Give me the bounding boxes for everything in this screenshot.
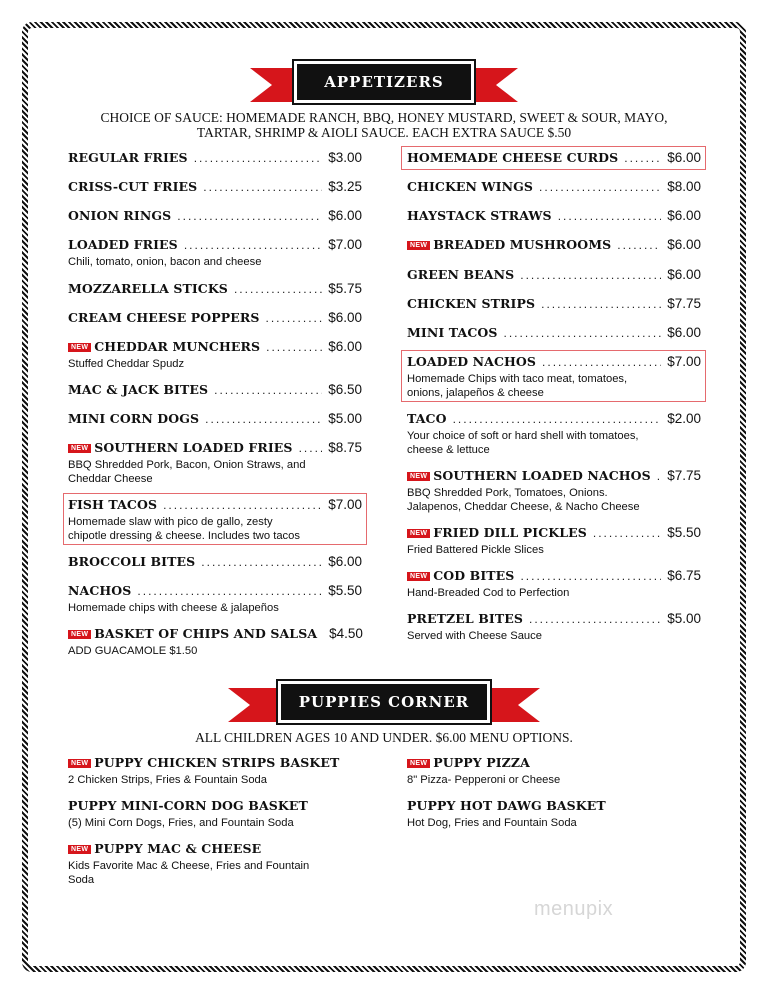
menu-item-description: Cheddar Cheese bbox=[68, 473, 153, 485]
leader-dots bbox=[205, 412, 322, 426]
leader-dots bbox=[177, 209, 322, 223]
menu-item bbox=[68, 339, 362, 371]
menu-item-description: Served with Cheese Sauce bbox=[407, 630, 542, 642]
menu-item bbox=[68, 841, 368, 887]
menu-item-description: Soda bbox=[68, 874, 95, 886]
menu-item-price: $4.50 bbox=[329, 626, 363, 641]
menu-item-row bbox=[407, 468, 701, 483]
menu-item-price: $7.00 bbox=[667, 354, 701, 369]
menu-item-description-block bbox=[407, 486, 701, 514]
menu-item-row bbox=[407, 568, 701, 583]
menu-item-description: onions, jalapeños & cheese bbox=[407, 387, 544, 399]
menu-item-row bbox=[407, 296, 701, 311]
menu-item-price: $5.50 bbox=[667, 525, 701, 540]
menu-item-description-block bbox=[68, 773, 368, 787]
leader-dots bbox=[529, 612, 661, 626]
leader-dots bbox=[520, 569, 661, 583]
puppies-banner bbox=[0, 678, 768, 738]
menu-item bbox=[68, 798, 368, 830]
menu-item-row bbox=[68, 310, 362, 325]
menu-item-name: FRIED DILL PICKLES bbox=[433, 525, 587, 540]
menu-item-name: CHEDDAR MUNCHERS bbox=[94, 339, 261, 354]
menu-item bbox=[407, 525, 701, 557]
menu-item-price: $7.75 bbox=[667, 468, 701, 483]
menu-item bbox=[407, 611, 701, 643]
menu-item-price: $7.00 bbox=[328, 497, 362, 512]
menu-item-description: Chili, tomato, onion, bacon and cheese bbox=[68, 256, 262, 268]
menu-item-price: $8.75 bbox=[328, 440, 362, 455]
menu-item-row bbox=[68, 841, 368, 856]
menu-item-name: REGULAR FRIES bbox=[68, 150, 188, 165]
menu-item-description-block bbox=[407, 372, 701, 400]
menu-item bbox=[68, 281, 362, 296]
menu-item bbox=[407, 755, 707, 787]
menu-item bbox=[68, 755, 368, 787]
menu-item-description: Kids Favorite Mac & Cheese, Fries and Fountain bbox=[68, 860, 310, 872]
menu-item-description: 2 Chicken Strips, Fries & Fountain Soda bbox=[68, 774, 267, 786]
menu-item-price: $6.00 bbox=[328, 339, 362, 354]
menu-item-name: BREADED MUSHROOMS bbox=[433, 237, 612, 252]
leader-dots bbox=[194, 151, 323, 165]
menu-item-price: $6.00 bbox=[667, 208, 701, 223]
menu-item-name: SOUTHERN LOADED NACHOS bbox=[433, 468, 651, 483]
menu-item bbox=[407, 237, 701, 252]
menu-item-row bbox=[68, 179, 362, 194]
menu-item bbox=[407, 354, 701, 400]
menu-item-price: $5.50 bbox=[328, 583, 362, 598]
menupix-watermark: menupix bbox=[534, 898, 614, 920]
menu-item-description-block bbox=[68, 255, 362, 269]
menu-item-price: $3.00 bbox=[328, 150, 362, 165]
menu-item bbox=[407, 411, 701, 457]
menu-item-row bbox=[68, 281, 362, 296]
menu-item bbox=[407, 568, 701, 600]
menu-item-price: $6.50 bbox=[328, 382, 362, 397]
menu-item-price: $6.00 bbox=[667, 150, 701, 165]
menu-item-price: $5.75 bbox=[328, 281, 362, 296]
new-badge: NEW bbox=[407, 572, 430, 581]
menu-item-row bbox=[407, 798, 707, 813]
menu-item-name: GREEN BEANS bbox=[407, 267, 515, 282]
new-badge: NEW bbox=[407, 529, 430, 538]
menu-item bbox=[68, 382, 362, 397]
menu-item-name: CHICKEN STRIPS bbox=[407, 296, 536, 311]
menu-item-price: $6.00 bbox=[328, 208, 362, 223]
menu-item-name: PUPPY HOT DAWG BASKET bbox=[407, 798, 606, 813]
menu-item-description: cheese & lettuce bbox=[407, 444, 490, 456]
menu-item-name: NACHOS bbox=[68, 583, 132, 598]
menu-item-description-block bbox=[407, 773, 707, 787]
menu-item-name: PUPPY CHICKEN STRIPS BASKET bbox=[94, 755, 340, 770]
menu-item-name: LOADED NACHOS bbox=[407, 354, 537, 369]
menu-item bbox=[407, 798, 707, 830]
menu-item-row bbox=[68, 339, 362, 354]
leader-dots bbox=[203, 180, 322, 194]
menu-item-name: CHICKEN WINGS bbox=[407, 179, 534, 194]
menu-item bbox=[407, 296, 701, 311]
menu-item-description: Jalapenos, Cheddar Cheese, & Nacho Cheese bbox=[407, 501, 640, 513]
menu-item-price: $5.00 bbox=[328, 411, 362, 426]
menu-item-row bbox=[68, 554, 362, 569]
menu-item-row bbox=[68, 411, 362, 426]
menu-item bbox=[68, 179, 362, 194]
menu-item-name: LOADED FRIES bbox=[68, 237, 178, 252]
leader-dots bbox=[266, 340, 322, 354]
menu-item-name: COD BITES bbox=[433, 568, 515, 583]
menu-item-price: $6.00 bbox=[667, 325, 701, 340]
menu-item bbox=[68, 554, 362, 569]
menu-item-description: (5) Mini Corn Dogs, Fries, and Fountain Soda bbox=[68, 817, 294, 829]
menu-item bbox=[407, 267, 701, 282]
menu-item-price: $6.75 bbox=[667, 568, 701, 583]
menu-item-price: $7.75 bbox=[667, 296, 701, 311]
leader-dots bbox=[137, 584, 322, 598]
menu-item-description-block bbox=[407, 543, 701, 557]
menu-item-row bbox=[68, 626, 362, 641]
leader-dots bbox=[541, 297, 661, 311]
menu-item-row bbox=[68, 237, 362, 252]
leader-dots bbox=[163, 498, 322, 512]
menu-item-price: $7.00 bbox=[328, 237, 362, 252]
menu-item-description-block bbox=[68, 644, 362, 658]
menu-item bbox=[68, 310, 362, 325]
menu-item-price: $2.00 bbox=[667, 411, 701, 426]
menu-item bbox=[68, 150, 362, 165]
menu-item-name: MINI CORN DOGS bbox=[68, 411, 200, 426]
menu-item-description-block bbox=[407, 429, 701, 457]
leader-dots bbox=[542, 355, 661, 369]
menu-item-name: BASKET OF CHIPS AND SALSA bbox=[94, 626, 318, 641]
new-badge: NEW bbox=[407, 472, 430, 481]
menu-item-row bbox=[407, 611, 701, 626]
menu-item bbox=[68, 497, 362, 543]
menu-item-price: $3.25 bbox=[328, 179, 362, 194]
sauce-note-line1: CHOICE OF SAUCE: HOMEMADE RANCH, BBQ, HONEY MUSTARD, SWEET & SOUR, MAYO, bbox=[100, 110, 668, 125]
leader-dots bbox=[504, 326, 662, 340]
new-badge: NEW bbox=[68, 845, 91, 854]
menu-item bbox=[68, 626, 362, 658]
menu-item-row bbox=[407, 179, 701, 194]
menu-item bbox=[407, 325, 701, 340]
menu-item-name: CRISS-CUT FRIES bbox=[68, 179, 198, 194]
menu-item-price: $6.00 bbox=[667, 237, 701, 252]
menu-item-row bbox=[407, 267, 701, 282]
menu-item-description: BBQ Shredded Pork, Tomatoes, Onions. bbox=[407, 487, 608, 499]
menu-item-name: CREAM CHEESE POPPERS bbox=[68, 310, 260, 325]
menu-item-description: Homemade slaw with pico de gallo, zesty bbox=[68, 516, 273, 528]
menu-item-description-block bbox=[68, 357, 362, 371]
leader-dots bbox=[617, 238, 661, 252]
new-badge: NEW bbox=[68, 759, 91, 768]
menu-item-name: MAC & JACK BITES bbox=[68, 382, 209, 397]
menu-item-name: FISH TACOS bbox=[68, 497, 158, 512]
menu-item-description: Homemade Chips with taco meat, tomatoes, bbox=[407, 373, 628, 385]
appetizers-banner bbox=[0, 58, 768, 118]
puppies-note: ALL CHILDREN AGES 10 AND UNDER. $6.00 MENU OPTIONS. bbox=[195, 730, 573, 745]
leader-dots bbox=[299, 441, 323, 455]
menu-item-price: $6.00 bbox=[328, 310, 362, 325]
menu-item-description: Fried Battered Pickle Slices bbox=[407, 544, 544, 556]
leader-dots bbox=[234, 282, 322, 296]
menu-item-row bbox=[68, 798, 368, 813]
menu-item bbox=[407, 150, 701, 165]
menu-item-name: PRETZEL BITES bbox=[407, 611, 523, 626]
puppies-title: PUPPIES CORNER bbox=[278, 681, 490, 723]
leader-dots bbox=[201, 555, 322, 569]
leader-dots bbox=[214, 383, 322, 397]
menu-item-description-block bbox=[68, 601, 362, 615]
menu-item-row bbox=[407, 325, 701, 340]
menu-item bbox=[407, 179, 701, 194]
menu-item-row bbox=[68, 208, 362, 223]
menu-item-description-block bbox=[68, 859, 368, 887]
menu-item-row bbox=[68, 382, 362, 397]
leader-dots bbox=[593, 526, 661, 540]
menu-item-name: ONION RINGS bbox=[68, 208, 172, 223]
menu-item-description: Homemade chips with cheese & jalapeños bbox=[68, 602, 279, 614]
menu-item-description-block bbox=[407, 586, 701, 600]
menu-item-name: TACO bbox=[407, 411, 447, 426]
menu-item-row bbox=[407, 150, 701, 165]
leader-dots bbox=[657, 469, 661, 483]
menu-item-row bbox=[68, 150, 362, 165]
menu-item-description: ADD GUACAMOLE $1.50 bbox=[68, 645, 198, 657]
menu-item-row bbox=[407, 208, 701, 223]
menu-item-row bbox=[407, 755, 707, 770]
menu-item-name: PUPPY PIZZA bbox=[433, 755, 530, 770]
new-badge: NEW bbox=[407, 241, 430, 250]
menu-item-price: $6.00 bbox=[667, 267, 701, 282]
leader-dots bbox=[539, 180, 661, 194]
menu-item-price: $6.00 bbox=[328, 554, 362, 569]
menu-item bbox=[68, 208, 362, 223]
menu-item bbox=[68, 440, 362, 486]
menu-item-description-block bbox=[407, 629, 701, 643]
appetizers-title: APPETIZERS bbox=[294, 61, 474, 103]
sauce-note-line2: TARTAR, SHRIMP & AIOLI SAUCE. EACH EXTRA SAUCE $.50 bbox=[196, 125, 572, 140]
menu-item-name: PUPPY MAC & CHEESE bbox=[94, 841, 262, 856]
leader-dots bbox=[184, 238, 322, 252]
menu-item-description: Hand-Breaded Cod to Perfection bbox=[407, 587, 570, 599]
menu-item-description: chipotle dressing & cheese. Includes two tacos bbox=[68, 530, 300, 542]
menu-item-description: Hot Dog, Fries and Fountain Soda bbox=[407, 817, 577, 829]
menu-item-name: HAYSTACK STRAWS bbox=[407, 208, 552, 223]
menu-item-row bbox=[407, 411, 701, 426]
menu-item bbox=[68, 411, 362, 426]
menu-item-description: 8" Pizza- Pepperoni or Cheese bbox=[407, 774, 561, 786]
menu-item-row bbox=[68, 583, 362, 598]
menu-item-description: Your choice of soft or hard shell with tomatoes, bbox=[407, 430, 639, 442]
menu-item-name: MINI TACOS bbox=[407, 325, 498, 340]
menu-item-price: $8.00 bbox=[667, 179, 701, 194]
menu-item-name: BROCCOLI BITES bbox=[68, 554, 196, 569]
new-badge: NEW bbox=[68, 343, 91, 352]
menu-item-description-block bbox=[68, 515, 362, 543]
menu-item-name: SOUTHERN LOADED FRIES bbox=[94, 440, 293, 455]
menu-item-row bbox=[407, 354, 701, 369]
leader-dots bbox=[453, 412, 662, 426]
leader-dots bbox=[624, 151, 661, 165]
menu-item-row bbox=[68, 440, 362, 455]
menu-item-description: Stuffed Cheddar Spudz bbox=[68, 358, 185, 370]
menu-item-row bbox=[68, 497, 362, 512]
menu-item bbox=[68, 237, 362, 269]
leader-dots bbox=[558, 209, 662, 223]
menu-item-description-block bbox=[68, 458, 362, 486]
leader-dots bbox=[266, 311, 323, 325]
menu-item-row bbox=[407, 525, 701, 540]
new-badge: NEW bbox=[68, 630, 91, 639]
menu-item bbox=[407, 468, 701, 514]
menu-item-row bbox=[68, 755, 368, 770]
menu-item-row bbox=[407, 237, 701, 252]
new-badge: NEW bbox=[68, 444, 91, 453]
menu-item-description-block bbox=[407, 816, 707, 830]
leader-dots bbox=[520, 268, 661, 282]
menu-item-name: MOZZARELLA STICKS bbox=[68, 281, 228, 296]
menu-item bbox=[68, 583, 362, 615]
menu-item bbox=[407, 208, 701, 223]
menu-item-description-block bbox=[68, 816, 368, 830]
menu-item-name: PUPPY MINI-CORN DOG BASKET bbox=[68, 798, 308, 813]
menu-item-description: BBQ Shredded Pork, Bacon, Onion Straws, and bbox=[68, 459, 306, 471]
menu-item-price: $5.00 bbox=[667, 611, 701, 626]
menu-item-name: HOMEMADE CHEESE CURDS bbox=[407, 150, 619, 165]
new-badge: NEW bbox=[407, 759, 430, 768]
